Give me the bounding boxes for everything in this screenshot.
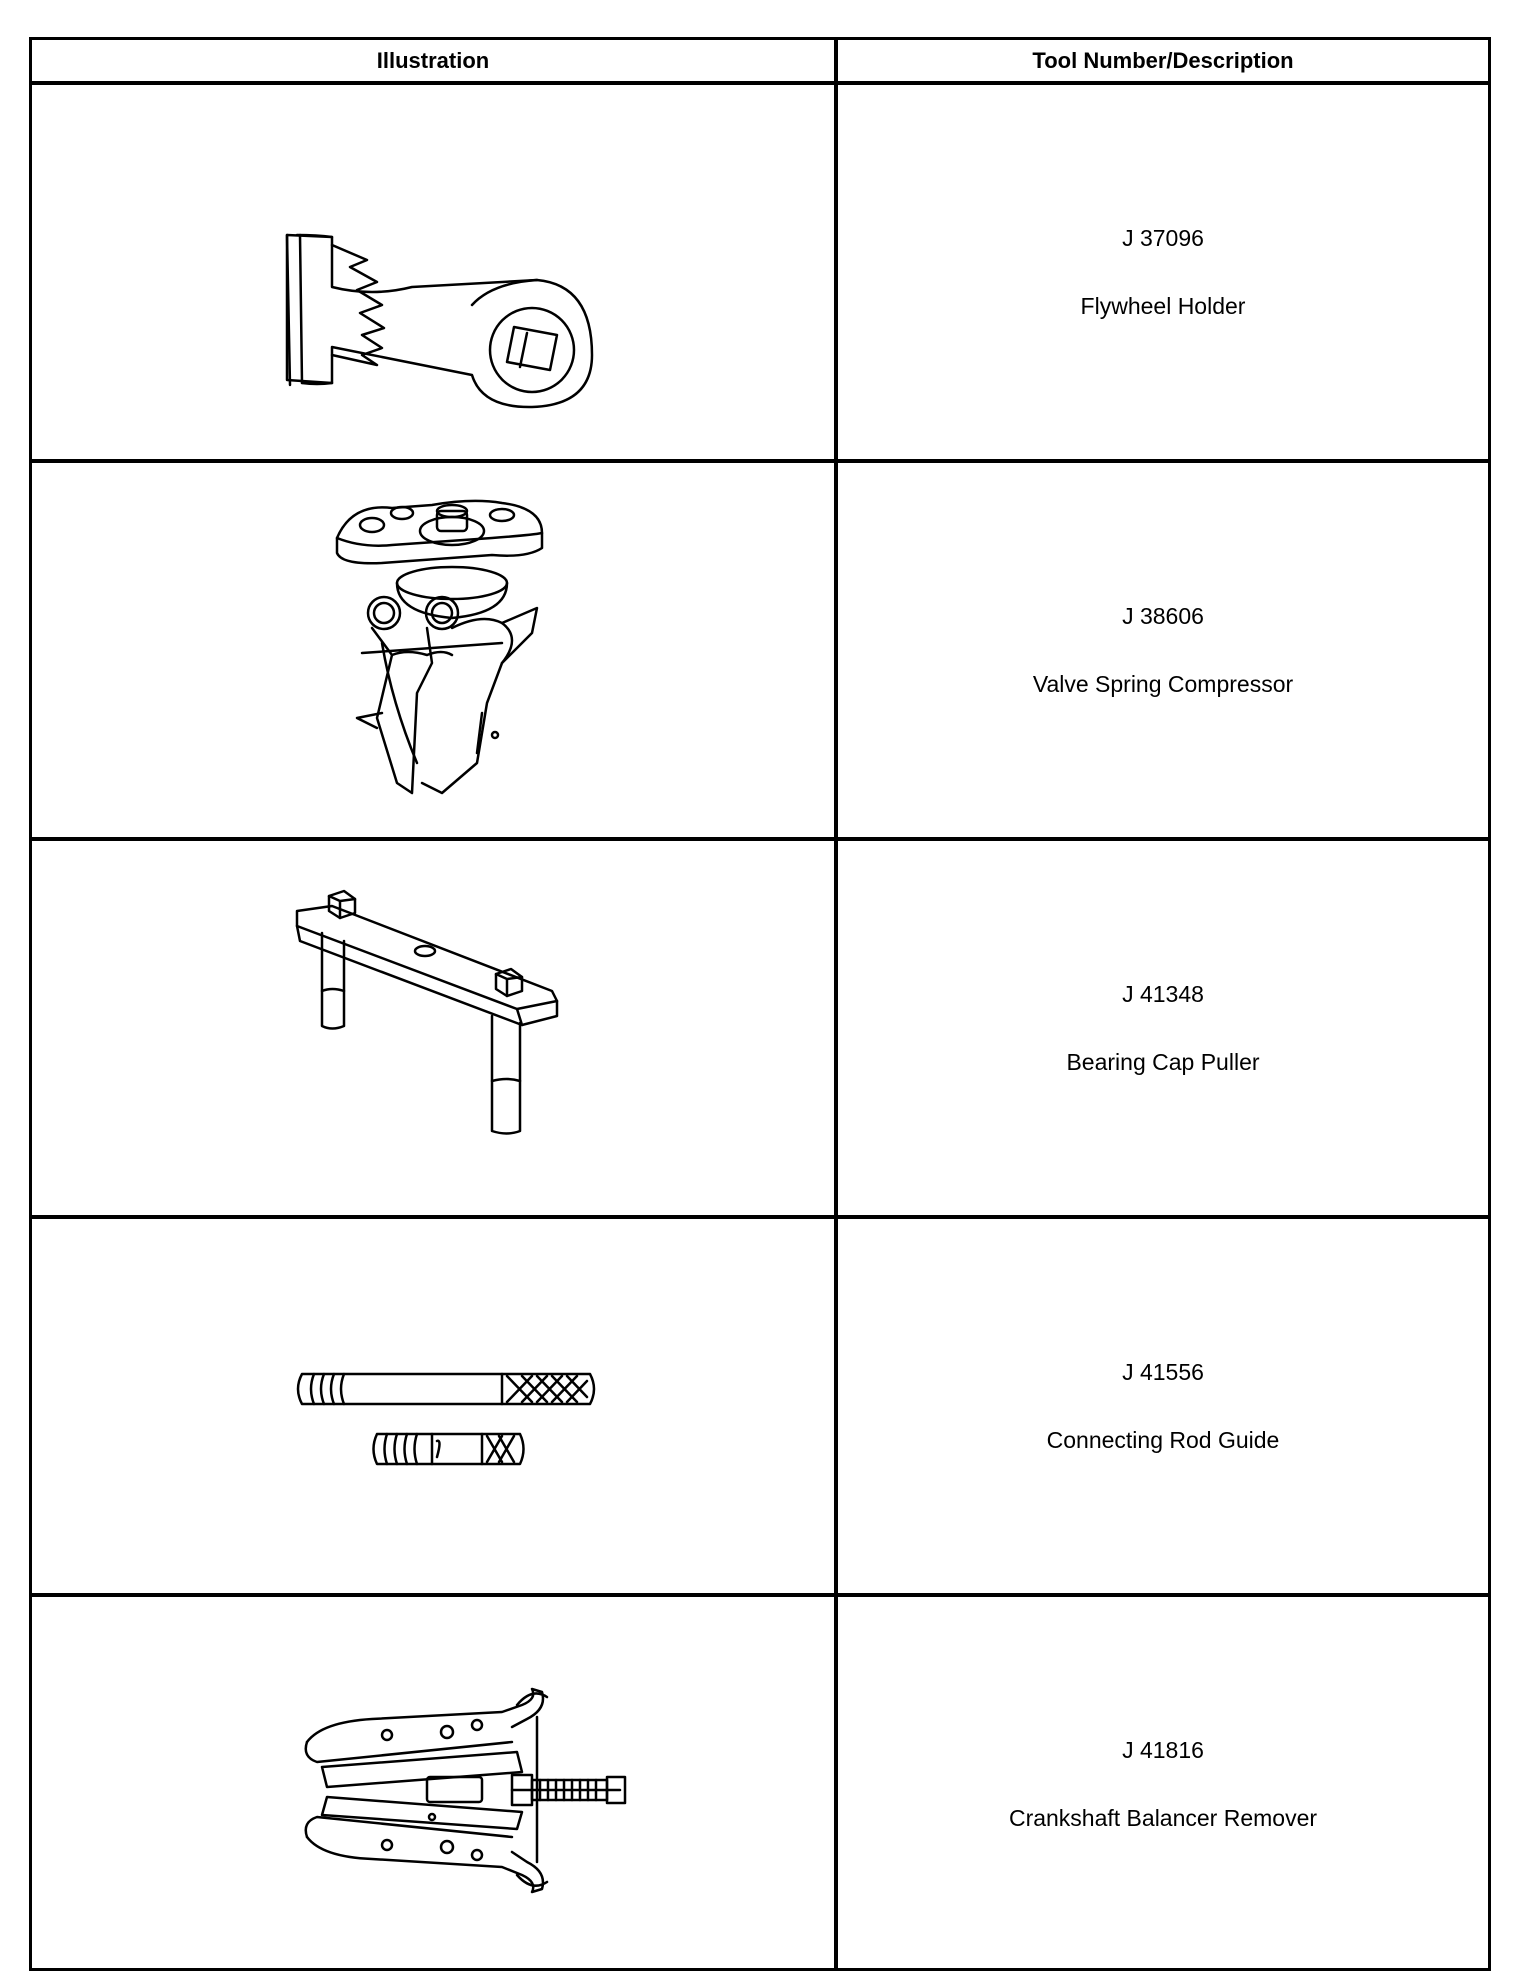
illustration-cell	[32, 1597, 834, 1971]
illustration-cell	[32, 85, 834, 459]
description-cell	[838, 841, 1488, 1215]
bearing-cap-puller-icon	[32, 841, 834, 1215]
tool-name: Connecting Rod Guide	[1046, 1427, 1280, 1453]
tool-name: Valve Spring Compressor	[1032, 671, 1294, 697]
tool-name: Crankshaft Balancer Remover	[1008, 1805, 1318, 1831]
table-row	[32, 1597, 1488, 1971]
header-tool-description: Tool Number/Description	[1032, 48, 1294, 73]
table-row	[32, 1219, 1488, 1597]
illustration-cell	[32, 841, 834, 1215]
table-row	[32, 85, 1488, 463]
tool-number: J 37096	[1122, 225, 1204, 251]
header-illustration: Illustration	[376, 48, 490, 73]
tool-number: J 38606	[1122, 603, 1204, 629]
description-cell	[838, 85, 1488, 459]
connecting-rod-guide-icon	[32, 1219, 834, 1593]
illustration-cell	[32, 463, 834, 837]
description-cell	[838, 1597, 1488, 1971]
tool-number: J 41348	[1122, 981, 1204, 1007]
flywheel-holder-icon	[32, 85, 834, 459]
tool-number: J 41816	[1122, 1737, 1204, 1763]
table-header	[32, 40, 1488, 85]
table-row	[32, 841, 1488, 1219]
tool-name: Flywheel Holder	[1080, 293, 1246, 319]
tool-table	[29, 37, 1491, 1971]
table-row	[32, 463, 1488, 841]
valve-spring-compressor-icon	[32, 463, 834, 837]
tool-name: Bearing Cap Puller	[1066, 1049, 1260, 1075]
illustration-cell	[32, 1219, 834, 1593]
tool-number: J 41556	[1122, 1359, 1204, 1385]
description-cell	[838, 463, 1488, 837]
description-cell	[838, 1219, 1488, 1593]
crankshaft-balancer-remover-icon	[32, 1597, 834, 1971]
